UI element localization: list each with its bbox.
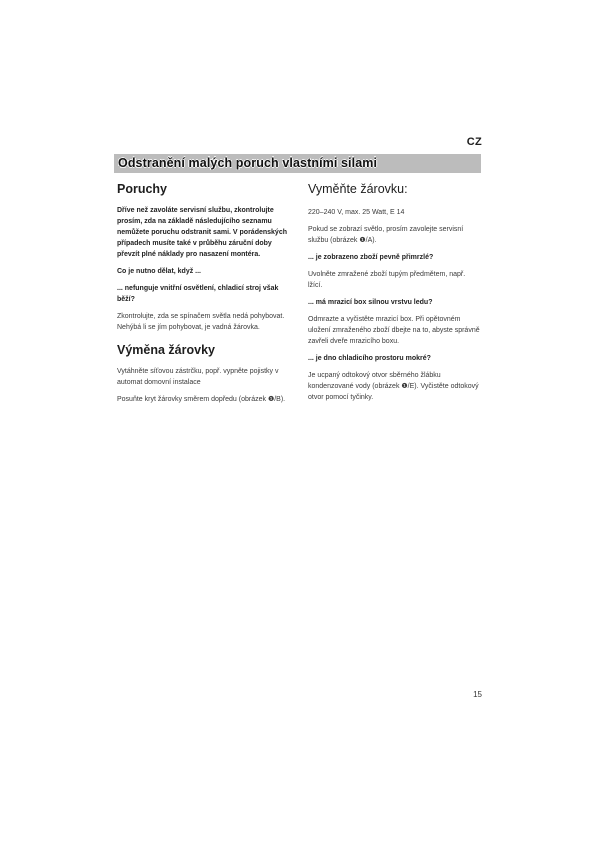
right-column	[308, 182, 480, 409]
question-ice: ... má mrazicí box silnou vrstvu ledu?	[308, 299, 433, 306]
left-column	[117, 182, 289, 411]
question-frozen: ... je zobrazeno zboží pevně přimrzlé?	[308, 254, 434, 261]
answer-frozen: Uvolněte zmražené zboží tupým předmětem, např. lžící.	[308, 271, 466, 289]
answer-light: Zkontrolujte, zda se spínačem světla nedá pohybovat. Nehýbá li se jím pohybovat, je vadná žárovka.	[117, 313, 285, 331]
banner-title: Odstranění malých poruch vlastními silami	[118, 156, 378, 170]
section-banner	[114, 154, 481, 173]
question-light: ... nefunguje vnitřní osvětlení, chladicí stroj však běží?	[117, 285, 279, 303]
bulb-step-1: Vytáhněte síťovou zástrčku, popř. vypněte pojistky v automat domovní instalace	[117, 368, 279, 386]
what-to-do-line: Co je nutno dělat, když ...	[117, 268, 202, 275]
answer-ice: Odmrazte a vyčistěte mrazicí box. Při opětovném uložení zmraženého zboží dbejte na to, abyste správně zavřeli dveře mrazicího boxu.	[308, 316, 480, 345]
replace-bulb-heading: Vyměňte žárovku:	[308, 182, 408, 196]
language-code: CZ	[466, 136, 482, 148]
question-wet: ... je dno chladicího prostoru mokré?	[308, 355, 431, 362]
bulb-spec: 220–240 V, max. 25 Watt, E 14	[308, 209, 405, 216]
page-number: 15	[473, 690, 482, 699]
bulb-step-2: Posuňte kryt žárovky směrem dopředu (obrázek ❶/B).	[117, 396, 286, 403]
bulb-heading: Výměna žárovky	[117, 343, 215, 357]
intro-paragraph: Dříve než zavoláte servisní službu, zkontrolujte prosím, zda na základě následujícího seznamu nemůžete poruchu odstranit sami. V porádenských případech musíte také v průběhu záruční doby převzít plné náklady pro nasazení montéra.	[117, 207, 287, 258]
service-note: Pokud se zobrazí světlo, prosím zavolejte servisní službu (obrázek ❶/A).	[308, 226, 464, 244]
answer-wet: Je ucpaný odtokový otvor sběrného žlábku kondenzované vody (obrázek ❶/E). Vyčistěte odtokový otvor pomocí tyčinky.	[308, 372, 479, 401]
faults-heading: Poruchy	[117, 182, 168, 196]
